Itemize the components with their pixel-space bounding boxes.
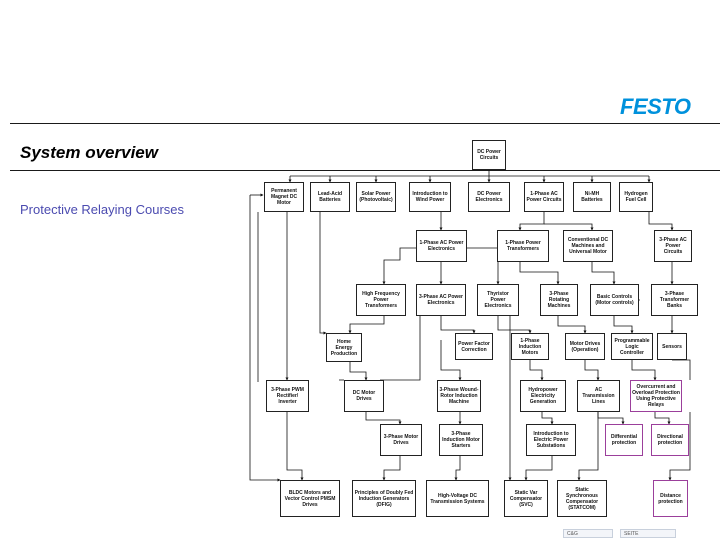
node-ac-transmission-lines: AC Transmission Lines — [577, 380, 620, 412]
node-3-phase-transformer-banks: 3-Phase Transformer Banks — [651, 284, 698, 316]
node-home-energy-production: Home Energy Production — [326, 333, 362, 362]
page-subtitle: Protective Relaying Courses — [20, 202, 185, 217]
node-intro-electric-power-substations: Introduction to Electric Power Substations — [526, 424, 576, 456]
node-nimh-batteries: Ni-MH Batteries — [573, 182, 611, 212]
page-title: System overview — [20, 143, 158, 162]
node-motor-drives-operation: Motor Drives (Operation) — [565, 333, 605, 360]
node-high-voltage-dc-transmission: High-Voltage DC Transmission Systems — [426, 480, 489, 517]
node-intro-wind-power: Introduction to Wind Power — [409, 182, 451, 212]
node-directional-protection: Directional protection — [651, 424, 689, 456]
node-high-frequency-power-transformers: High Frequency Power Transformers — [356, 284, 406, 316]
footer-right-label: SEITE — [620, 529, 676, 538]
footer-left-label: C&G — [563, 529, 613, 538]
node-lead-acid-batteries: Lead-Acid Batteries — [310, 182, 350, 212]
node-permanent-magnet-dc-motor: Permanent Magnet DC Motor — [264, 182, 304, 212]
node-power-factor-correction: Power Factor Correction — [455, 333, 493, 360]
node-dc-power-electronics: DC Power Electronics — [468, 182, 510, 212]
node-dc-power-circuits: DC Power Circuits — [472, 140, 506, 170]
node-1-phase-induction-motors: 1-Phase Induction Motors — [511, 333, 549, 360]
node-programmable-logic-controller: Programmable Logic Controller — [611, 333, 653, 360]
node-basic-controls: Basic Controls (Motor controls) — [590, 284, 639, 316]
node-3-phase-ac-power-circuits: 3-Phase AC Power Circuits — [654, 230, 692, 262]
festo-logo: FESTO — [620, 94, 691, 119]
node-3-phase-wound-rotor-induction-machine: 3-Phase Wound-Rotor Induction Machine — [437, 380, 481, 412]
node-1-phase-ac-power-electronics: 1-Phase AC Power Electronics — [416, 230, 467, 262]
node-static-var-compensator: Static Var Compensator (SVC) — [504, 480, 548, 517]
node-3-phase-induction-motor-starters: 3-Phase Induction Motor Starters — [439, 424, 483, 456]
node-principles-doubly-fed-induction: Principles of Doubly Fed Induction Generators (DFIG) — [352, 480, 416, 517]
node-hydropower-electricity-generation: Hydropower Electricity Generation — [520, 380, 566, 412]
node-differential-protection: Differential protection — [605, 424, 643, 456]
node-3-phase-motor-drives: 3-Phase Motor Drives — [380, 424, 422, 456]
node-3-phase-pwm-rectifier-inverter: 3-Phase PWM Rectifier/ Inverter — [266, 380, 309, 412]
node-distance-protection: Distance protection — [653, 480, 688, 517]
node-1-phase-power-transformers: 1-Phase Power Transformers — [497, 230, 549, 262]
node-conventional-dc-machines: Conventional DC Machines and Universal Motor — [563, 230, 613, 262]
node-thyristor-power-electronics: Thyristor Power Electronics — [477, 284, 519, 316]
node-solar-power: Solar Power (Photovoltaic) — [356, 182, 396, 212]
node-overcurrent-overload-protection: Overcurrent and Overload Protection Using Protective Relays — [630, 380, 682, 412]
node-hydrogen-fuel-cell: Hydrogen Fuel Cell — [619, 182, 653, 212]
node-bldc-motors-vector-control: BLDC Motors and Vector Control PMSM Drives — [280, 480, 340, 517]
node-dc-motor-drives: DC Motor Drives — [344, 380, 384, 412]
node-1-phase-ac-power-circuits: 1-Phase AC Power Circuits — [524, 182, 564, 212]
node-sensors: Sensors — [657, 333, 687, 360]
node-static-synchronous-compensator: Static Synchronous Compensator (STATCOM) — [557, 480, 607, 517]
node-3-phase-ac-power-electronics: 3-Phase AC Power Electronics — [416, 284, 466, 316]
node-3-phase-rotating-machines: 3-Phase Rotating Machines — [540, 284, 578, 316]
